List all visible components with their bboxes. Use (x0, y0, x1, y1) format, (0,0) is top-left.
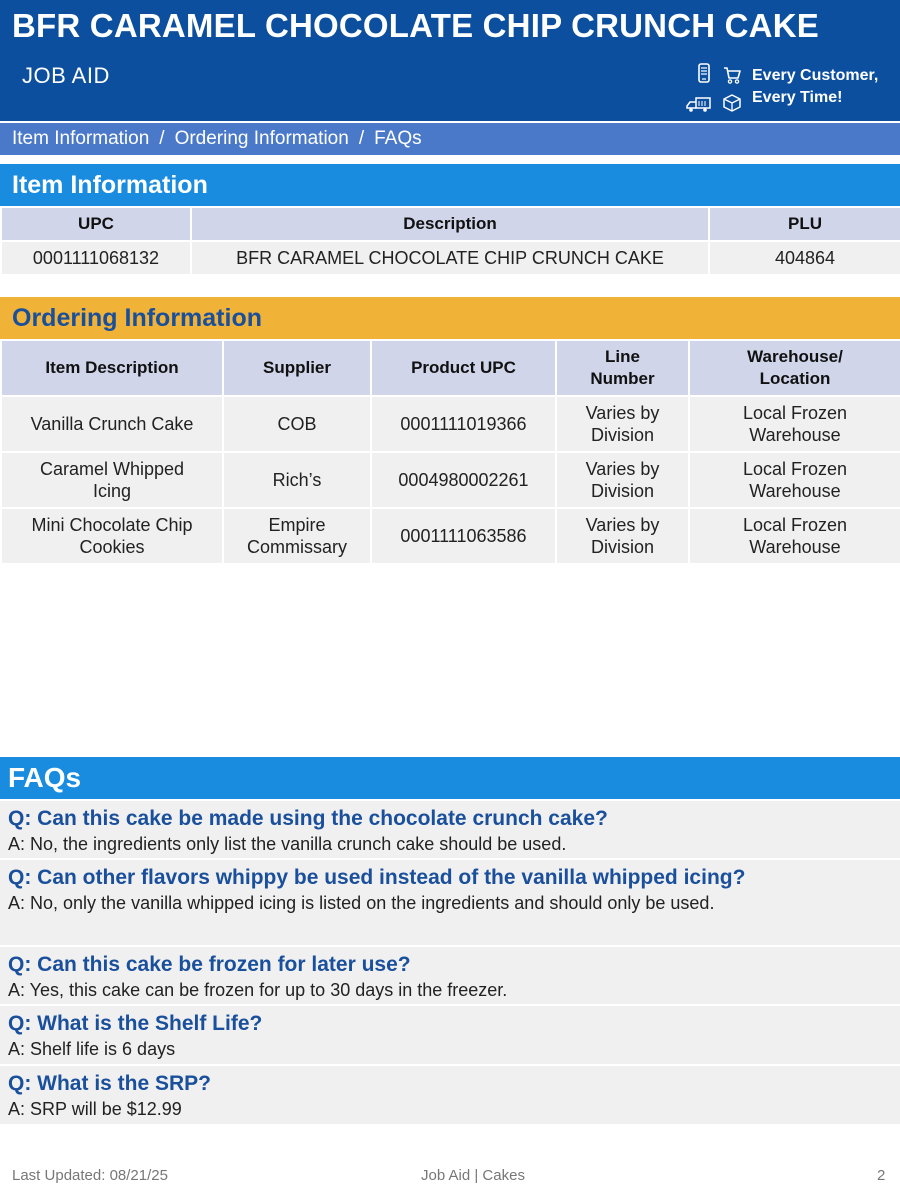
upc-cell: 0001111068132 (1, 241, 191, 275)
section-title: Ordering Information (12, 303, 262, 332)
footer-page-number: 2 (877, 1167, 886, 1184)
tagline-line-1: Every Customer, (752, 67, 879, 84)
table-header-row (1, 340, 900, 396)
supplier-cell: COB (223, 396, 371, 452)
table-header-row (1, 207, 900, 241)
line-number-cell: Varies by Division (556, 508, 689, 564)
faq-answer: A: SRP will be $12.99 (8, 1099, 182, 1119)
faq-question: Q: What is the Shelf Life? (8, 1012, 263, 1035)
faq-item (0, 1066, 900, 1126)
column-header-warehouse-location: Warehouse/ Location (689, 340, 900, 396)
brand-tagline-block (684, 62, 900, 118)
line-number-cell: Varies by Division (556, 452, 689, 508)
faqs-heading (0, 757, 900, 799)
item-information-table (0, 206, 900, 276)
column-header-product-upc: Product UPC (371, 340, 556, 396)
plu-cell: 404864 (709, 241, 900, 275)
faq-answer: A: No, only the vanilla whipped icing is listed on the ingredients and should only be used. (8, 893, 715, 913)
warehouse-location-cell: Local Frozen Warehouse (689, 508, 900, 564)
footer-last-updated: Last Updated: 08/21/25 (12, 1167, 168, 1184)
item-description-cell: Mini Chocolate Chip Cookies (1, 508, 223, 564)
faq-item (0, 1006, 900, 1066)
faq-item (0, 947, 900, 1006)
faq-answer: A: No, the ingredients only list the vanilla crunch cake should be used. (8, 834, 567, 854)
column-header-supplier: Supplier (223, 340, 371, 396)
line-number-cell: Varies by Division (556, 396, 689, 452)
phone-icon (694, 63, 714, 83)
breadcrumb-separator: / (358, 128, 365, 149)
breadcrumb-item-item-information[interactable]: Item Information (12, 128, 150, 149)
warehouse-location-cell: Local Frozen Warehouse (689, 452, 900, 508)
tagline-line-2: Every Time! (752, 89, 843, 106)
faq-question: Q: Can this cake be made using the chocolate crunch cake? (8, 807, 608, 830)
page-subtitle: JOB AID (22, 63, 110, 88)
breadcrumb-separator: / (159, 128, 165, 149)
product-upc-cell: 0001111019366 (371, 396, 556, 452)
item-description-cell: Caramel Whipped Icing (1, 452, 223, 508)
item-information-heading (0, 164, 900, 206)
faq-answer: A: Yes, this cake can be frozen for up to 30 days in the freezer. (8, 980, 508, 1000)
table-row (1, 396, 900, 452)
faq-item (0, 801, 900, 860)
ordering-information-table (0, 339, 900, 565)
table-row (1, 241, 900, 275)
page-title: BFR CARAMEL CHOCOLATE CHIP CRUNCH CAKE (12, 7, 819, 44)
supplier-cell: Empire Commissary (223, 508, 371, 564)
description-cell: BFR CARAMEL CHOCOLATE CHIP CRUNCH CAKE (191, 241, 709, 275)
breadcrumb-item-ordering-information[interactable]: Ordering Information (174, 128, 349, 149)
column-header-plu: PLU (709, 207, 900, 241)
truck-icon (684, 94, 712, 114)
column-header-description: Description (191, 207, 709, 241)
product-upc-cell: 0004980002261 (371, 452, 556, 508)
item-description-cell: Vanilla Crunch Cake (1, 396, 223, 452)
warehouse-location-cell: Local Frozen Warehouse (689, 396, 900, 452)
ordering-information-heading (0, 297, 900, 339)
column-header-line-number: Line Number (556, 340, 689, 396)
breadcrumb (0, 123, 900, 155)
page-header (0, 0, 900, 121)
package-icon (722, 93, 742, 113)
faq-question: Q: What is the SRP? (8, 1072, 212, 1095)
breadcrumb-item-faqs[interactable]: FAQs (374, 128, 422, 149)
footer-center-label: Job Aid | Cakes (421, 1167, 525, 1184)
column-header-item-description: Item Description (1, 340, 223, 396)
faq-answer: A: Shelf life is 6 days (8, 1039, 176, 1059)
table-row (1, 452, 900, 508)
faq-question: Q: Can this cake be frozen for later use? (8, 953, 411, 976)
cart-icon (722, 65, 742, 85)
supplier-cell: Rich’s (223, 452, 371, 508)
table-row (1, 508, 900, 564)
faq-item (0, 860, 900, 947)
section-title: Item Information (12, 170, 208, 199)
column-header-upc: UPC (1, 207, 191, 241)
faq-question: Q: Can other flavors whippy be used instead of the vanilla whipped icing? (8, 866, 746, 889)
product-upc-cell: 0001111063586 (371, 508, 556, 564)
section-title: FAQs (8, 762, 82, 793)
